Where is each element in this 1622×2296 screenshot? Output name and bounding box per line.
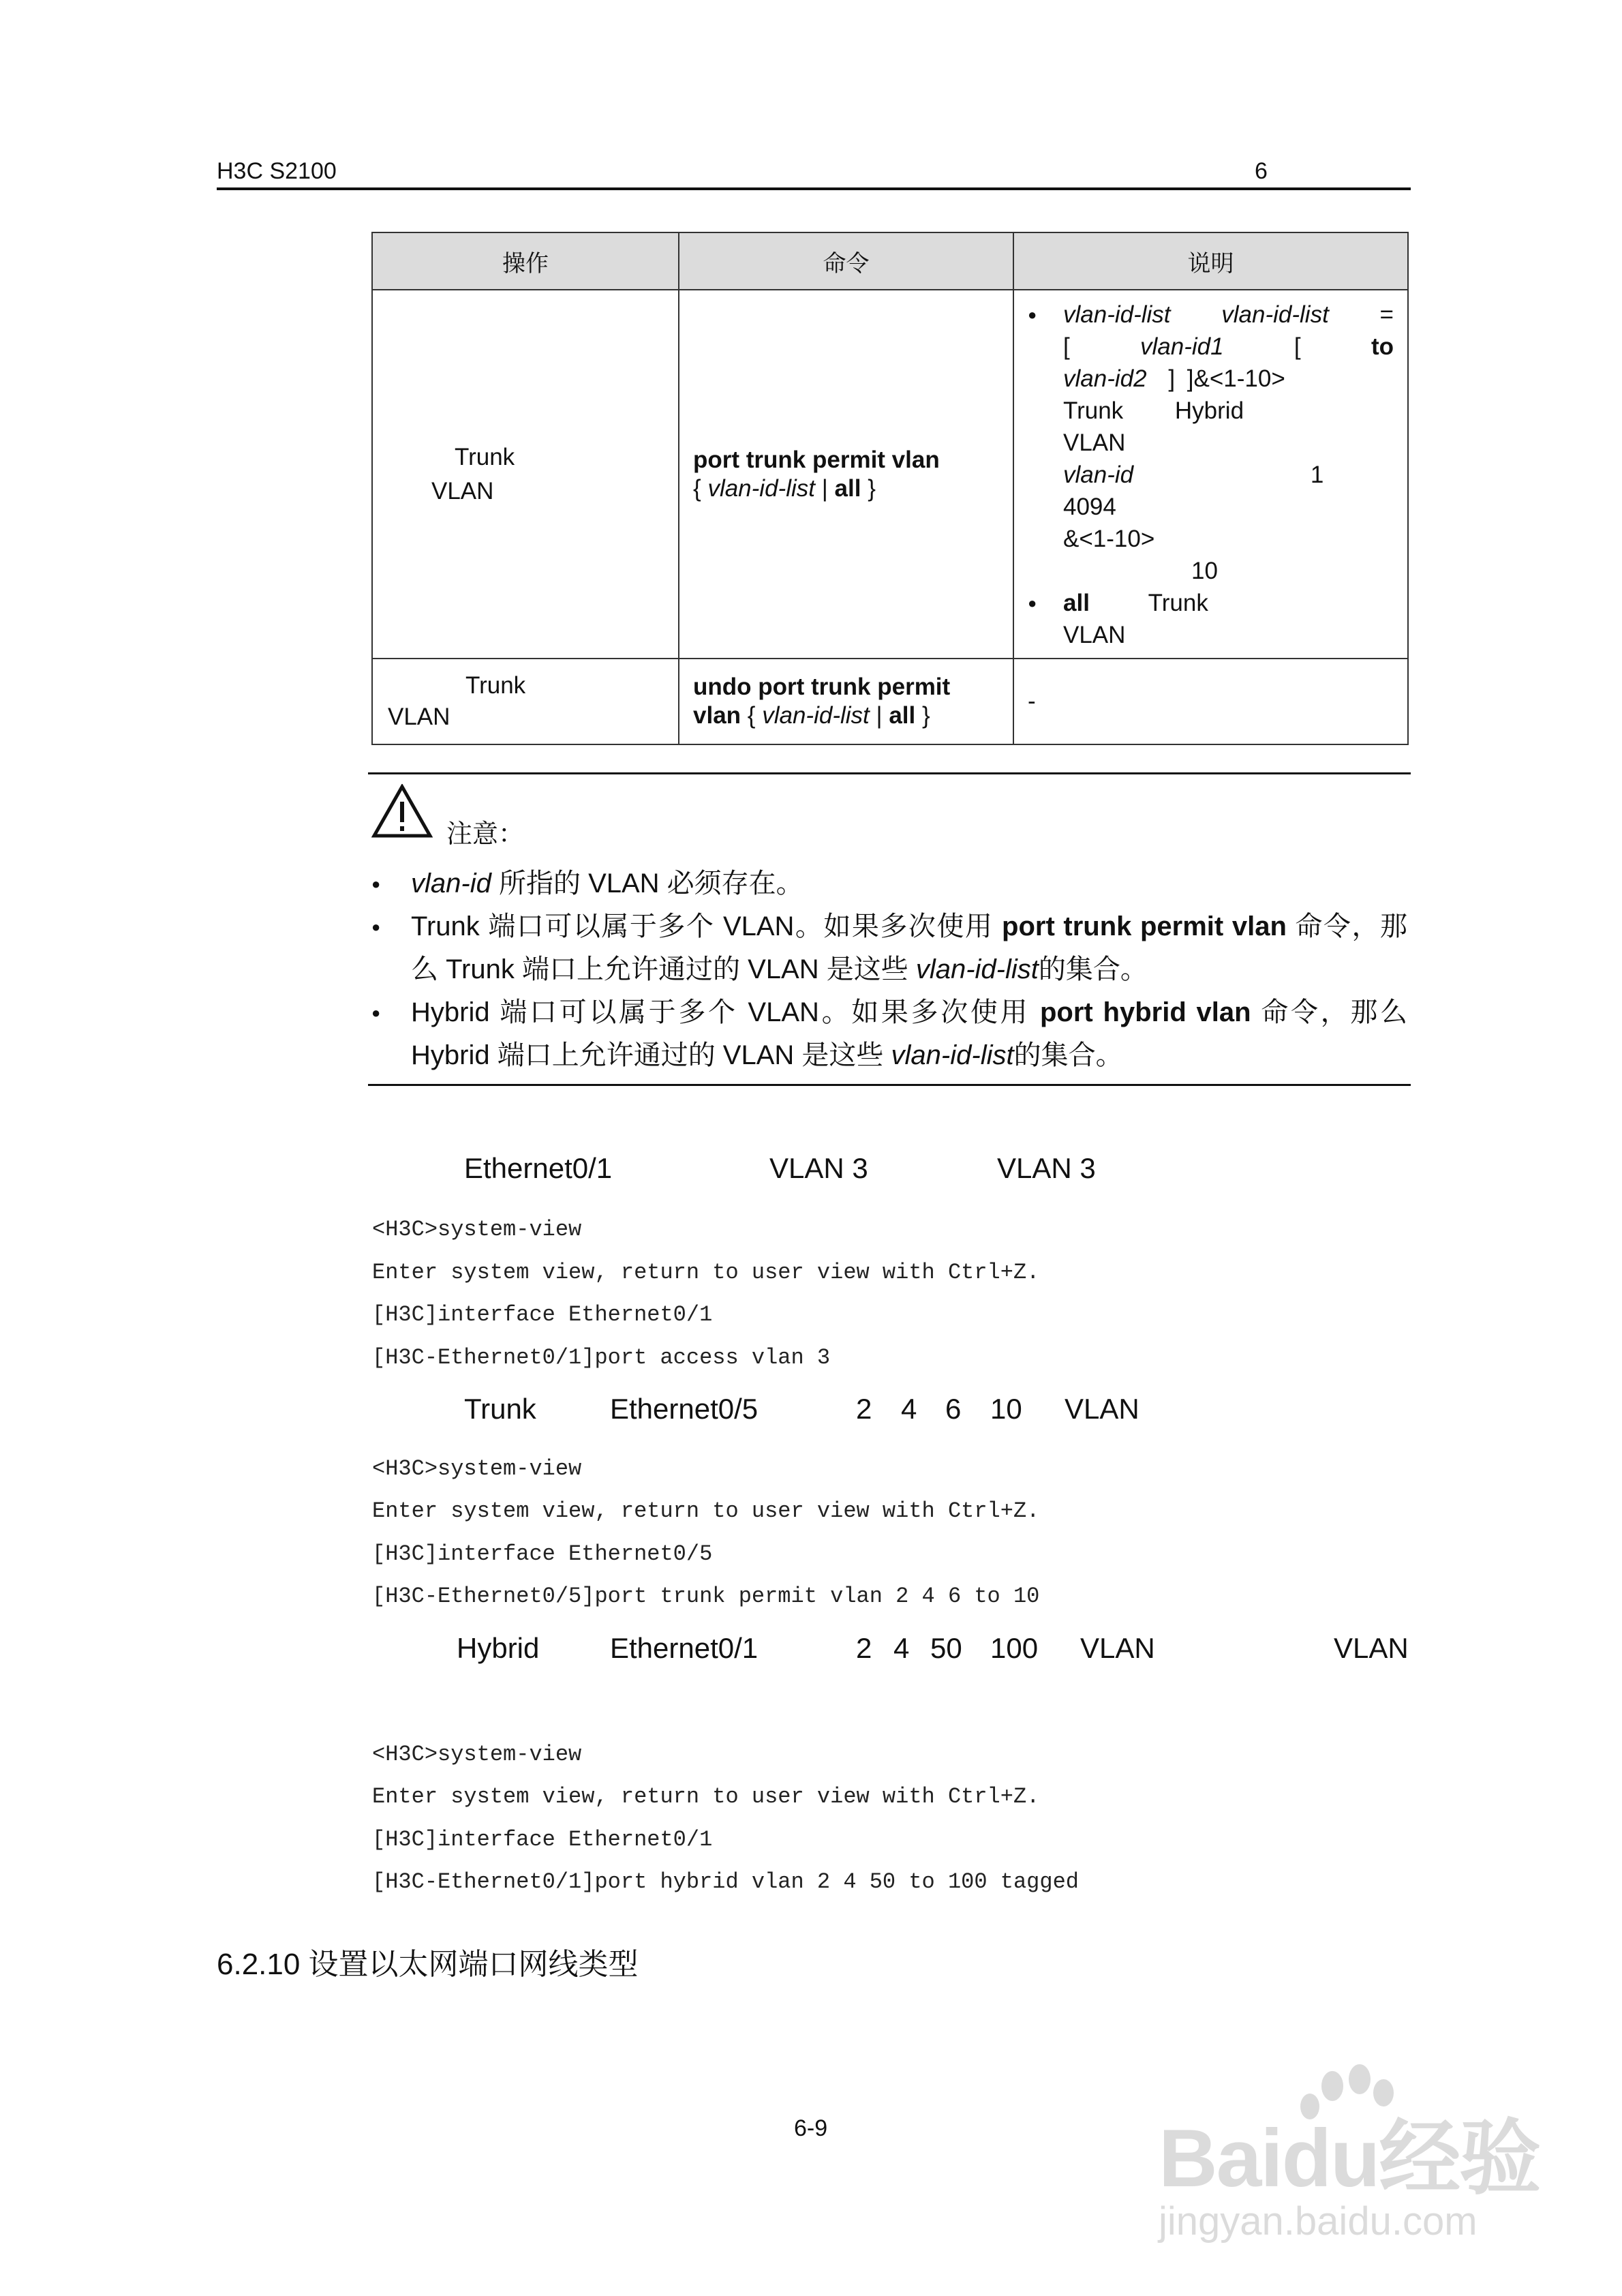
example3-text: 100 bbox=[990, 1632, 1039, 1664]
example2-text: 4 bbox=[901, 1393, 917, 1425]
description-bullet bbox=[1063, 587, 1394, 651]
command-brace: { bbox=[747, 702, 756, 729]
example2-text: 6 bbox=[945, 1393, 962, 1425]
note-term: vlan-id bbox=[411, 868, 491, 898]
example2-text: 2 bbox=[856, 1393, 872, 1425]
note-term: vlan-id-list bbox=[891, 1040, 1014, 1070]
desc-term: vlan-id bbox=[1063, 462, 1134, 488]
command-table bbox=[371, 232, 1409, 745]
header-product: H3C S2100 bbox=[217, 158, 337, 184]
desc-text: VLAN bbox=[1063, 429, 1126, 456]
note-text: Hybrid 端口可以属于多个 VLAN。如果多次使用 bbox=[411, 997, 1030, 1027]
desc-text: ] bbox=[1168, 365, 1176, 392]
desc-text: ]&<1-10> bbox=[1187, 365, 1285, 392]
desc-text: [ bbox=[1063, 333, 1070, 360]
command-brace: } bbox=[921, 702, 930, 729]
note-text: 命令，那么 Hybrid 端口上允许通过的 VLAN 是这些 bbox=[411, 997, 1408, 1070]
code-line: [H3C-Ethernet0/1]port access vlan 3 bbox=[372, 1345, 831, 1370]
operation-text: Trunk bbox=[465, 672, 526, 699]
code-line: <H3C>system-view bbox=[372, 1456, 582, 1481]
desc-term: vlan-id2 bbox=[1063, 365, 1147, 392]
description-cell bbox=[1013, 290, 1408, 659]
code-line: [H3C]interface Ethernet0/1 bbox=[372, 1302, 713, 1327]
note-text: 的集合。 bbox=[1013, 1040, 1123, 1070]
note-command: port hybrid vlan bbox=[1040, 997, 1251, 1027]
code-line: Enter system view, return to user view with Ctrl+Z. bbox=[372, 1498, 1040, 1524]
operation-cell bbox=[372, 659, 679, 744]
operation-text: VLAN bbox=[431, 477, 494, 504]
note-text: 的集合。 bbox=[1038, 954, 1148, 984]
code-line: [H3C-Ethernet0/1]port hybrid vlan 2 4 50 to 100 tagged bbox=[372, 1869, 1079, 1894]
desc-text: Trunk bbox=[1148, 590, 1208, 616]
warning-icon bbox=[371, 784, 433, 842]
command-brace: { bbox=[693, 474, 701, 502]
header-chapter: 6 bbox=[1255, 158, 1268, 184]
desc-term: vlan-id-list bbox=[1221, 301, 1329, 328]
command-keyword-all: all bbox=[834, 474, 861, 502]
example3-text: 2 bbox=[856, 1632, 872, 1664]
code-line: <H3C>system-view bbox=[372, 1742, 582, 1767]
desc-text: 4094 bbox=[1063, 494, 1116, 520]
description-bullet bbox=[1063, 299, 1394, 587]
note-text: Trunk 端口可以属于多个 VLAN。如果多次使用 bbox=[411, 911, 994, 941]
column-header-command: 命令 bbox=[679, 232, 1013, 290]
code-line: Enter system view, return to user view with Ctrl+Z. bbox=[372, 1784, 1040, 1809]
baidu-watermark bbox=[1159, 2052, 1540, 2256]
note-title: 注意： bbox=[446, 820, 525, 849]
desc-text: &<1-10> bbox=[1063, 526, 1155, 552]
operation-text: Trunk bbox=[455, 443, 515, 470]
description-cell: - bbox=[1013, 659, 1408, 744]
command-keyword: undo port trunk permit bbox=[693, 674, 951, 700]
example3-text: Ethernet0/1 bbox=[610, 1632, 759, 1664]
desc-text: 1 bbox=[1310, 462, 1324, 488]
operation-cell bbox=[372, 290, 679, 659]
command-argument: vlan-id-list bbox=[762, 702, 870, 729]
example1-text: Ethernet0/1 bbox=[464, 1152, 613, 1184]
desc-text: 10 bbox=[1191, 558, 1218, 584]
code-line: [H3C]interface Ethernet0/1 bbox=[372, 1827, 713, 1852]
desc-keyword: all bbox=[1063, 590, 1090, 616]
desc-text: Hybrid bbox=[1174, 397, 1244, 424]
example3-text: 50 bbox=[930, 1632, 962, 1664]
page-number: 6-9 bbox=[794, 2115, 828, 2141]
table-row bbox=[372, 659, 1408, 744]
command-argument: vlan-id-list bbox=[707, 474, 815, 502]
table-header-row bbox=[372, 232, 1408, 290]
column-header-operation: 操作 bbox=[372, 232, 679, 290]
desc-text: [ bbox=[1294, 333, 1301, 360]
note-item bbox=[368, 862, 1407, 905]
command-cell bbox=[679, 290, 1013, 659]
note-text: 所指的 VLAN 必须存在。 bbox=[498, 868, 804, 898]
note-text: 命令，那么 Trunk 端口上允许通过的 VLAN 是这些 bbox=[411, 911, 1407, 984]
command-separator: | bbox=[876, 702, 883, 729]
example3-text: VLAN bbox=[1080, 1632, 1155, 1664]
example2-text: VLAN bbox=[1065, 1393, 1139, 1425]
example3-text: Hybrid bbox=[457, 1632, 540, 1664]
desc-text: VLAN bbox=[1063, 622, 1126, 648]
note-top-rule bbox=[368, 772, 1411, 774]
code-line: [H3C-Ethernet0/5]port trunk permit vlan 2 4 6 to 10 bbox=[372, 1584, 1040, 1609]
header-rule bbox=[217, 187, 1411, 190]
example3-text: VLAN bbox=[1334, 1632, 1409, 1664]
example2-text: 10 bbox=[990, 1393, 1022, 1425]
command-separator: | bbox=[821, 474, 828, 502]
example2-text: Trunk bbox=[464, 1393, 536, 1425]
column-header-description: 说明 bbox=[1013, 232, 1408, 290]
note-command: port trunk permit vlan bbox=[1002, 911, 1287, 941]
table-row bbox=[372, 290, 1408, 659]
desc-term: vlan-id1 bbox=[1140, 333, 1224, 360]
code-line: [H3C]interface Ethernet0/5 bbox=[372, 1541, 713, 1567]
operation-text: VLAN bbox=[388, 704, 450, 730]
note-bottom-rule bbox=[368, 1084, 1411, 1086]
command-brace: } bbox=[868, 474, 876, 502]
code-line: <H3C>system-view bbox=[372, 1217, 582, 1242]
command-keyword: vlan bbox=[693, 702, 741, 729]
note-list bbox=[368, 862, 1407, 1077]
command-keyword-all: all bbox=[889, 702, 916, 729]
desc-text: Trunk bbox=[1063, 397, 1124, 424]
desc-text: = bbox=[1379, 301, 1394, 328]
example1-text: VLAN 3 bbox=[769, 1152, 868, 1184]
example2-text: Ethernet0/5 bbox=[610, 1393, 759, 1425]
example1-text: VLAN 3 bbox=[997, 1152, 1096, 1184]
watermark-url: jingyan.baidu.com bbox=[1159, 2199, 1478, 2244]
section-heading: 6.2.10 设置以太网端口网线类型 bbox=[217, 1948, 639, 1981]
code-line: Enter system view, return to user view with Ctrl+Z. bbox=[372, 1260, 1040, 1285]
command-cell bbox=[679, 659, 1013, 744]
command-keyword: port trunk permit vlan bbox=[693, 446, 940, 473]
note-term: vlan-id-list bbox=[915, 954, 1039, 984]
desc-term: ● vlan-id-list bbox=[1063, 301, 1171, 328]
example3-text: 4 bbox=[893, 1632, 910, 1664]
desc-keyword: to bbox=[1371, 333, 1394, 360]
note-item bbox=[368, 905, 1407, 991]
watermark-logo-text: Baidu经验 bbox=[1159, 2113, 1540, 2204]
note-item bbox=[368, 991, 1407, 1077]
